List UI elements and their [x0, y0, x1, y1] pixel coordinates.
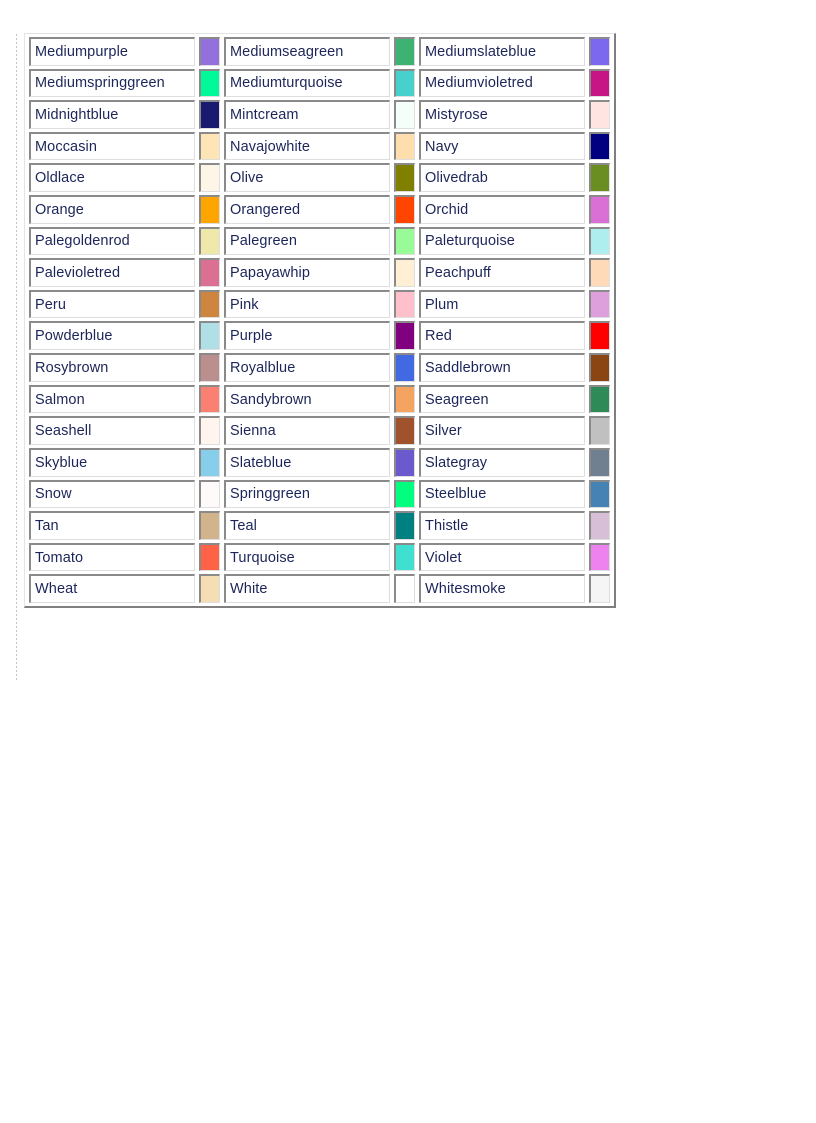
color-name-cell: Whitesmoke: [419, 574, 585, 603]
color-swatch-cell: [394, 258, 415, 287]
color-name-cell: Tan: [29, 511, 195, 540]
color-name-cell: Seashell: [29, 416, 195, 445]
color-name-cell: Mediumslateblue: [419, 37, 585, 66]
table-row: [29, 258, 610, 287]
color-swatch-cell: [589, 574, 610, 603]
color-name-cell: Orange: [29, 195, 195, 224]
color-swatch: [396, 165, 414, 191]
color-name-cell: Salmon: [29, 385, 195, 414]
color-name-cell: Peru: [29, 290, 195, 319]
color-name-cell: Violet: [419, 543, 585, 572]
color-swatch-cell: [589, 163, 610, 192]
color-swatch: [201, 197, 219, 223]
color-swatch-cell: [199, 353, 220, 382]
color-name-cell: Thistle: [419, 511, 585, 540]
color-name-cell: Turquoise: [224, 543, 390, 572]
color-name-cell: Palegreen: [224, 227, 390, 256]
color-swatch: [396, 482, 414, 508]
color-swatch: [396, 102, 414, 128]
color-name-cell: Mediumvioletred: [419, 69, 585, 98]
table-row: [29, 227, 610, 256]
color-name-cell: Palevioletred: [29, 258, 195, 287]
color-name-cell: Mediumturquoise: [224, 69, 390, 98]
color-table-body: [29, 37, 610, 603]
table-row: [29, 290, 610, 319]
table-row: [29, 321, 610, 350]
color-name-cell: Rosybrown: [29, 353, 195, 382]
color-swatch: [201, 71, 219, 97]
color-swatch-cell: [394, 574, 415, 603]
color-swatch-cell: [199, 321, 220, 350]
color-name-cell: Silver: [419, 416, 585, 445]
color-swatch: [396, 513, 414, 539]
color-swatch-cell: [199, 511, 220, 540]
color-swatch: [396, 450, 414, 476]
color-swatch-cell: [394, 511, 415, 540]
color-name-cell: Oldlace: [29, 163, 195, 192]
color-swatch: [396, 134, 414, 160]
color-swatch: [201, 229, 219, 255]
table-row: [29, 543, 610, 572]
color-swatch: [591, 229, 609, 255]
color-swatch-cell: [589, 227, 610, 256]
color-name-cell: Paleturquoise: [419, 227, 585, 256]
color-swatch: [201, 323, 219, 349]
color-swatch: [396, 387, 414, 413]
table-row: [29, 132, 610, 161]
color-name-cell: Red: [419, 321, 585, 350]
color-swatch: [396, 197, 414, 223]
table-row: [29, 100, 610, 129]
color-name-cell: Papayawhip: [224, 258, 390, 287]
color-name-cell: Snow: [29, 480, 195, 509]
color-swatch: [201, 418, 219, 444]
left-margin-rule: [16, 34, 17, 682]
table-row: [29, 416, 610, 445]
color-name-cell: Steelblue: [419, 480, 585, 509]
color-swatch-cell: [199, 69, 220, 98]
color-swatch: [201, 450, 219, 476]
color-swatch-cell: [589, 290, 610, 319]
color-swatch-cell: [199, 37, 220, 66]
color-swatch-cell: [394, 37, 415, 66]
color-swatch-cell: [199, 195, 220, 224]
color-swatch: [201, 102, 219, 128]
color-swatch-cell: [199, 227, 220, 256]
color-name-cell: Orchid: [419, 195, 585, 224]
color-name-cell: Midnightblue: [29, 100, 195, 129]
color-name-cell: Orangered: [224, 195, 390, 224]
table-row: [29, 195, 610, 224]
color-swatch: [591, 450, 609, 476]
color-name-cell: Seagreen: [419, 385, 585, 414]
color-name-cell: White: [224, 574, 390, 603]
color-name-cell: Wheat: [29, 574, 195, 603]
color-swatch-cell: [589, 321, 610, 350]
color-swatch: [201, 260, 219, 286]
color-swatch-cell: [199, 290, 220, 319]
color-swatch: [201, 545, 219, 571]
table-row: [29, 37, 610, 66]
table-row: [29, 480, 610, 509]
color-swatch: [396, 323, 414, 349]
color-swatch: [201, 387, 219, 413]
color-swatch-cell: [199, 416, 220, 445]
color-swatch: [591, 387, 609, 413]
table-row: [29, 511, 610, 540]
color-swatch: [591, 260, 609, 286]
table-row: [29, 69, 610, 98]
table-row: [29, 448, 610, 477]
color-swatch: [591, 418, 609, 444]
color-name-cell: Teal: [224, 511, 390, 540]
color-swatch: [396, 39, 414, 65]
color-swatch: [591, 39, 609, 65]
color-swatch-cell: [589, 258, 610, 287]
color-swatch-cell: [589, 37, 610, 66]
color-swatch: [396, 418, 414, 444]
color-name-cell: Tomato: [29, 543, 195, 572]
color-name-cell: Skyblue: [29, 448, 195, 477]
color-swatch-cell: [394, 321, 415, 350]
table-row: [29, 574, 610, 603]
color-name-cell: Mediumpurple: [29, 37, 195, 66]
color-name-cell: Moccasin: [29, 132, 195, 161]
color-swatch-cell: [199, 574, 220, 603]
color-swatch-cell: [199, 163, 220, 192]
color-swatch-cell: [589, 69, 610, 98]
color-swatch: [201, 576, 219, 602]
color-name-cell: Saddlebrown: [419, 353, 585, 382]
color-swatch: [591, 355, 609, 381]
color-swatch-cell: [199, 258, 220, 287]
table-row: [29, 163, 610, 192]
color-name-cell: Palegoldenrod: [29, 227, 195, 256]
color-swatch-cell: [394, 385, 415, 414]
color-swatch: [591, 134, 609, 160]
color-swatch: [591, 102, 609, 128]
color-name-cell: Mediumspringgreen: [29, 69, 195, 98]
color-swatch: [201, 134, 219, 160]
color-swatch: [591, 165, 609, 191]
color-swatch: [201, 292, 219, 318]
color-swatch-cell: [394, 132, 415, 161]
color-name-cell: Powderblue: [29, 321, 195, 350]
color-swatch-cell: [199, 543, 220, 572]
color-swatch: [396, 292, 414, 318]
color-name-cell: Sandybrown: [224, 385, 390, 414]
color-swatch: [396, 576, 414, 602]
color-swatch-cell: [394, 448, 415, 477]
color-swatch: [201, 482, 219, 508]
color-swatch: [201, 165, 219, 191]
color-name-cell: Slategray: [419, 448, 585, 477]
color-swatch-cell: [589, 416, 610, 445]
color-swatch-cell: [394, 290, 415, 319]
color-name-cell: Olivedrab: [419, 163, 585, 192]
color-name-cell: Royalblue: [224, 353, 390, 382]
color-swatch-cell: [199, 480, 220, 509]
color-name-cell: Navajowhite: [224, 132, 390, 161]
color-swatch: [591, 576, 609, 602]
color-swatch-cell: [394, 353, 415, 382]
color-swatch-cell: [199, 100, 220, 129]
color-swatch-cell: [394, 100, 415, 129]
color-swatch-cell: [394, 543, 415, 572]
color-swatch: [396, 355, 414, 381]
color-swatch-cell: [589, 353, 610, 382]
color-swatch-cell: [589, 195, 610, 224]
color-name-cell: Pink: [224, 290, 390, 319]
color-swatch: [201, 513, 219, 539]
color-swatch-cell: [199, 132, 220, 161]
color-swatch-cell: [589, 385, 610, 414]
color-swatch: [591, 292, 609, 318]
color-name-cell: Mintcream: [224, 100, 390, 129]
color-swatch-cell: [394, 480, 415, 509]
color-swatch: [591, 482, 609, 508]
color-swatch: [396, 229, 414, 255]
color-names-table: [24, 33, 616, 608]
color-swatch: [396, 71, 414, 97]
color-name-cell: Sienna: [224, 416, 390, 445]
color-swatch-cell: [394, 416, 415, 445]
table-row: [29, 353, 610, 382]
color-name-cell: Purple: [224, 321, 390, 350]
color-name-cell: Navy: [419, 132, 585, 161]
color-swatch: [201, 355, 219, 381]
color-swatch-cell: [589, 100, 610, 129]
color-name-cell: Springgreen: [224, 480, 390, 509]
color-swatch-cell: [589, 511, 610, 540]
color-name-cell: Slateblue: [224, 448, 390, 477]
color-swatch-cell: [394, 163, 415, 192]
color-swatch: [591, 71, 609, 97]
color-swatch: [396, 545, 414, 571]
color-swatch-cell: [589, 448, 610, 477]
table-row: [29, 385, 610, 414]
color-swatch: [591, 545, 609, 571]
color-name-cell: Peachpuff: [419, 258, 585, 287]
color-swatch-cell: [394, 195, 415, 224]
color-swatch-cell: [199, 385, 220, 414]
color-swatch-cell: [199, 448, 220, 477]
color-swatch-cell: [589, 480, 610, 509]
color-swatch-cell: [589, 543, 610, 572]
color-name-cell: Olive: [224, 163, 390, 192]
color-name-cell: Mediumseagreen: [224, 37, 390, 66]
color-swatch: [201, 39, 219, 65]
color-swatch: [396, 260, 414, 286]
color-swatch: [591, 513, 609, 539]
color-swatch: [591, 197, 609, 223]
color-swatch-cell: [394, 227, 415, 256]
color-name-cell: Plum: [419, 290, 585, 319]
color-name-cell: Mistyrose: [419, 100, 585, 129]
color-swatch-cell: [394, 69, 415, 98]
color-swatch-cell: [589, 132, 610, 161]
color-swatch: [591, 323, 609, 349]
